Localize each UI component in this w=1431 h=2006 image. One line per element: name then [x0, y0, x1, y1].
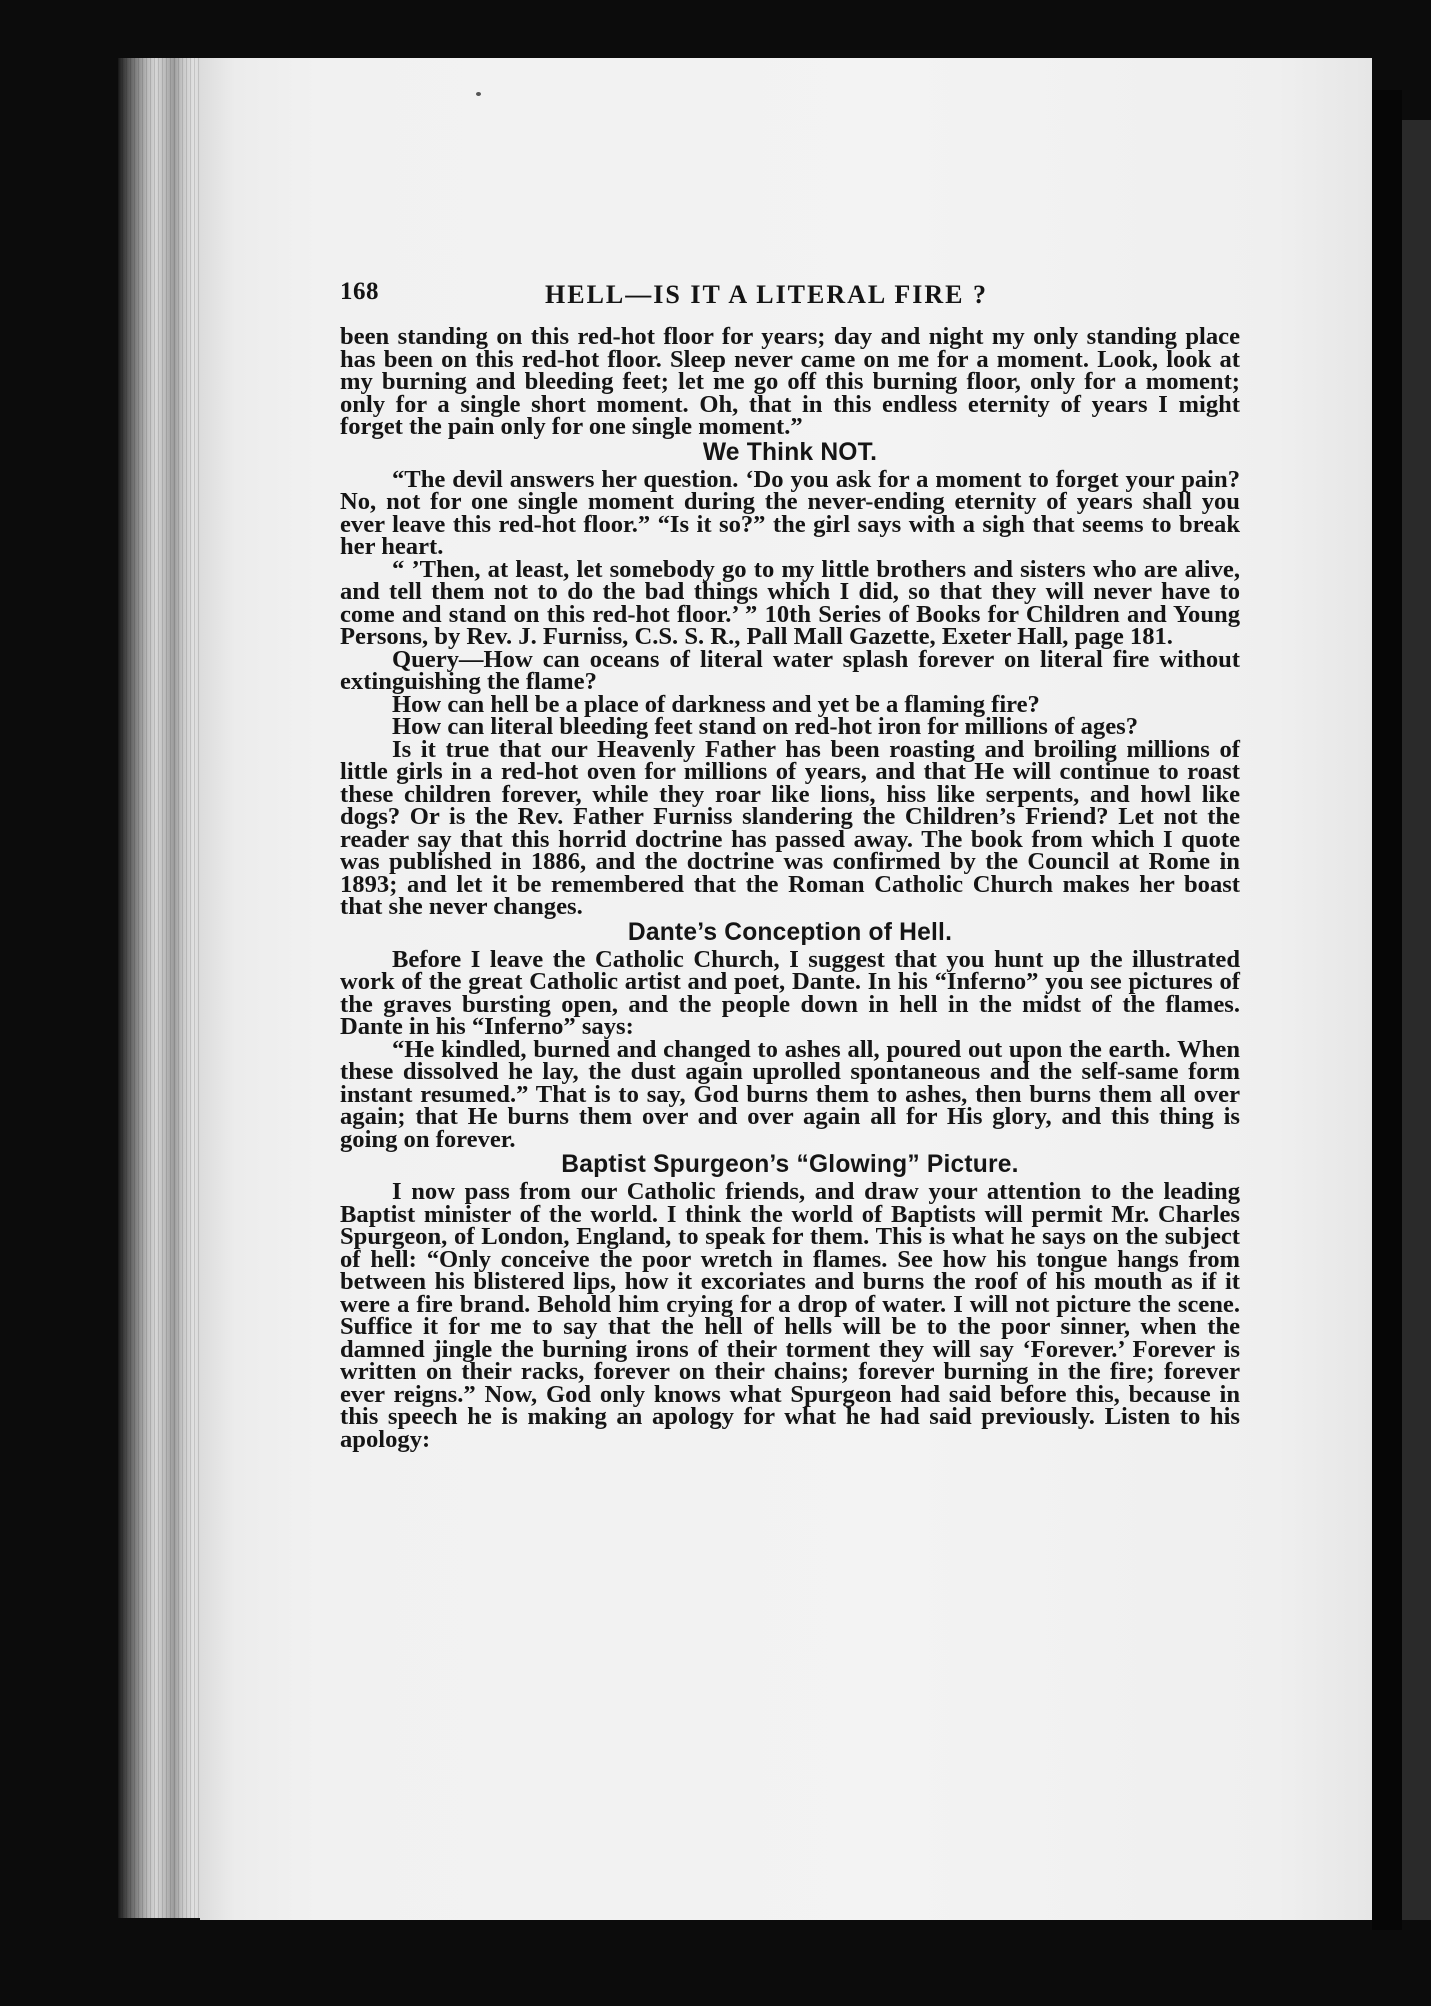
- paragraph: “ ’Then, at least, let somebody go to my little brothers and sisters who are alive, and tell them not to do the bad things which I did, so that they will never have to come and stand on this red-hot floor.’ ” 10th Series of Books for Children and Young Persons, by Rev. J. Furniss, C.S. S. R., Pall Mall Gazette, Exeter Hall, page 181.: [340, 555, 1240, 650]
- body-text: [340, 323, 1240, 1453]
- paragraph: I now pass from our Catholic friends, and draw your attention to the leading Baptist minister of the world. I think the world of Baptists will permit Mr. Charles Spurgeon, of London, England, to speak for them. This is what he says on the subject of hell: “Only conceive the poor wretch in flames. See how his tongue hangs from between his blistered lips, how it excoriates and burns the roof of his mouth as if it were a fire brand. Behold him crying for a drop of water. I will not picture the scene. Suffice it for me to say that the hell of hells will be to the poor sinner, when the damned jingle the burning irons of their torment they will say ‘Forever.’ Forever is written on their racks, forever on their chains; forever burning in the fire; forever ever reigns.” Now, God only knows what Spurgeon had said before this, because in this speech he is making an apology for what he had said previously. Listen to his apology:: [340, 1178, 1240, 1453]
- page-content: [340, 218, 1240, 1838]
- book-page-edge-lines: [118, 58, 208, 1918]
- paragraph: How can hell be a place of darkness and yet be a flaming fire?: [392, 690, 1040, 718]
- adjacent-page-sliver: [1402, 120, 1431, 1920]
- paragraph: Query—How can oceans of literal water splash forever on literal fire without extinguishing the flame?: [340, 645, 1240, 695]
- paragraph: “He kindled, burned and changed to ashes all, poured out upon the earth. When these dissolved he lay, the dust again uprolled spontaneous and the self-same form instant resumed.” That is to say, God burns them to ashes, then burns them all over again; that He burns them over and over again all for His glory, and this thing is going on forever.: [340, 1035, 1240, 1153]
- section-heading: Dante’s Conception of Hell.: [627, 918, 953, 946]
- section-heading: We Think NOT.: [702, 438, 878, 466]
- scan-speck: [476, 92, 481, 96]
- running-title: HELL—IS IT A LITERAL FIRE ?: [545, 280, 988, 309]
- running-head: [340, 218, 1240, 309]
- paragraph: “The devil answers her question. ‘Do you ask for a moment to forget your pain? No, not for one single moment during the never-ending eternity of years shall you ever leave this red-hot floor.” “Is it so?” the girl says with a sigh that seems to break her heart.: [340, 465, 1240, 560]
- page-number: 168: [340, 278, 379, 305]
- paragraph: Before I leave the Catholic Church, I suggest that you hunt up the illustrated work of the great Catholic artist and poet, Dante. In his “Inferno” you see pictures of the graves bursting open, and the people down in hell in the midst of the flames. Dante in his “Inferno” says:: [340, 945, 1240, 1040]
- paragraph: How can literal bleeding feet stand on red-hot iron for millions of ages?: [392, 713, 1138, 740]
- section-heading: Baptist Spurgeon’s “Glowing” Picture.: [561, 1151, 1019, 1178]
- adjacent-page-edge: [1372, 90, 1402, 1930]
- paragraph: been standing on this red-hot floor for years; day and night my only standing place has been on this red-hot floor. Sleep never came on me for a moment. Look, look at my burning and bleeding feet; let me go off this burning floor, only for a moment; only for a single short moment. Oh, that in this endless eternity of years I might forget the pain only for one single moment.”: [340, 323, 1240, 440]
- book-page: [200, 58, 1372, 1920]
- paragraph: Is it true that our Heavenly Father has been roasting and broiling millions of little girls in a red-hot oven for millions of years, and that He will continue to roast these children forever, while they roar like lions, hiss like serpents, and howl like dogs? Or is the Rev. Father Furniss slandering the Children’s Friend? Let not the reader say that this horrid doctrine has passed away. The book from which I quote was published in 1886, and the doctrine was confirmed by the Council at Rome in 1893; and let it be remembered that the Roman Catholic Church makes her boast that she never changes.: [340, 735, 1240, 920]
